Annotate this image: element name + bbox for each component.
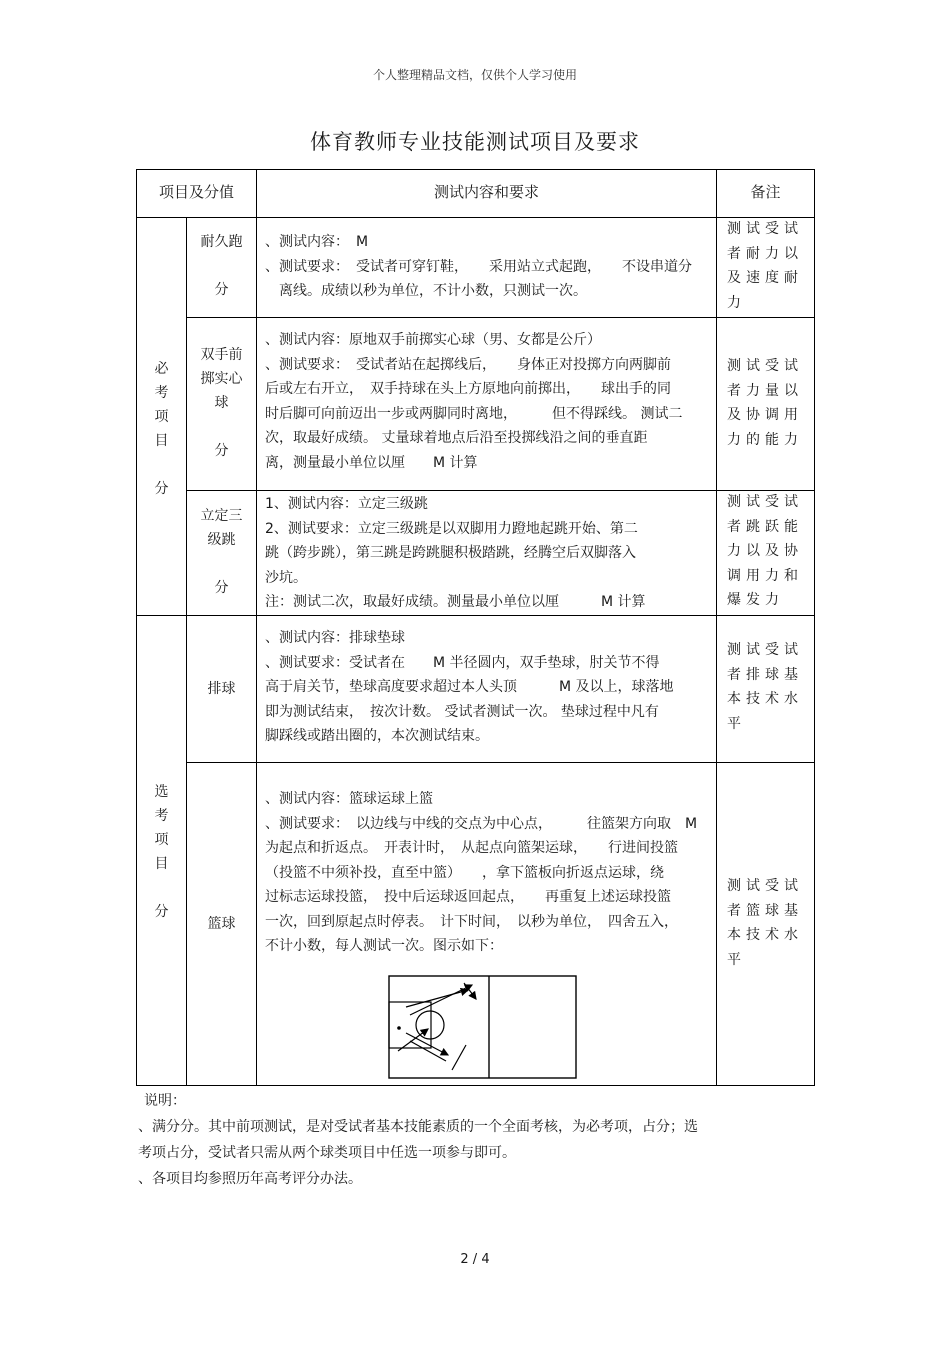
- note-volleyball: 测试受试 者排球基 本技术水 平: [727, 642, 803, 732]
- basketball-court-diagram: [388, 975, 578, 1079]
- content-triple-jump: 1、测试内容：立定三级跳 2、测试要求：立定三级跳是以双脚用力蹬地起跳开始、第二 跳（跨步跳），第三跳是跨跳腿积极踏跳，经腾空后双脚落入 沙坑。 注：测试二次，取最好成绩。测量最小单位以厘 M 计算: [265, 496, 646, 610]
- explanation: 说明： 、满分分。其中前项测试，是对受试者基本技能素质的一个全面考核，为必考项，占分；选 考项占分，受试者只需从两个球类项目中任选一项参与即可。 、各项目均参照历年高考评分办法。: [138, 1093, 698, 1187]
- note-endurance-run: 测试受试 者耐力以 及速度耐 力: [727, 221, 803, 311]
- group-required: 必 考 项 目 分: [154, 361, 169, 497]
- item-medicine-ball: 双手前 掷实心 球 分: [200, 347, 243, 459]
- item-volleyball: 排球: [207, 681, 236, 697]
- content-medicine-ball: 、测试内容：原地双手前掷实心球（男、女都是公斤） 、测试要求： 受试者站在起掷线后， 身体正对投掷方向两脚前 后或左右开立， 双手持球在头上方原地向前掷出， 球出手的同 时后脚可向前迈出一步或两脚同时离地， 但不得踩线。 测试二 次，取最好成绩。 丈量球着地点后沿至投掷线沿之间的垂直距 离，测量最小单位以厘 M 计算: [265, 332, 683, 471]
- content-volleyball: 、测试内容：排球垫球 、测试要求：受试者在 M 半径圆内，双手垫球，肘关节不得 高于肩关节，垫球高度要求超过本人头顶 M 及以上，球落地 即为测试结束， 按次计数。 受试者测试一次。 垫球过程中凡有 脚踩线或踏出圈的，本次测试结束。: [265, 630, 674, 744]
- item-basketball: 篮球: [207, 916, 236, 932]
- document-title: 体育教师专业技能测试项目及要求: [310, 130, 640, 154]
- content-endurance-run: 、测试内容： M 、测试要求： 受试者可穿钉鞋， 采用站立式起跑， 不设串道分 离线。成绩以秒为单位，不计小数，只测试一次。: [265, 234, 692, 299]
- group-optional: 选 考 项 目 分: [154, 784, 169, 920]
- note-basketball: 测试受试 者篮球基 本技术水 平: [727, 878, 803, 968]
- page-header-note: 个人整理精品文档，仅供个人学习使用: [372, 68, 577, 82]
- content-basketball: 、测试内容：篮球运球上篮 、测试要求： 以边线与中线的交点为中心点， 往篮架方向取 M 为起点和折返点。 开表计时， 从起点向篮架运球， 行进间投篮 （投篮不中须补投，直至中篮） ，拿下篮板向折返点运球，绕 过标志运球投篮， 投中后运球返回起点， 再重复上述运球投篮 一次，回到原起点时停表。 计下时间， 以秒为单位， 四舍五入， 不计小数，每人测试一次。图示如下：: [265, 791, 698, 954]
- header-note: 备注: [750, 183, 781, 201]
- header-content: 测试内容和要求: [433, 183, 539, 201]
- header-item: 项目及分值: [158, 183, 234, 201]
- note-triple-jump: 测试受试 者跳跃能 力以及协 调用力和 爆发力: [727, 494, 803, 608]
- page-number: 2 / 4: [460, 1252, 490, 1267]
- note-medicine-ball: 测试受试 者力量以 及协调用 力的能力: [727, 358, 803, 448]
- item-endurance-run: 耐久跑 分: [200, 234, 243, 298]
- item-triple-jump: 立定三 级跳 分: [200, 508, 243, 596]
